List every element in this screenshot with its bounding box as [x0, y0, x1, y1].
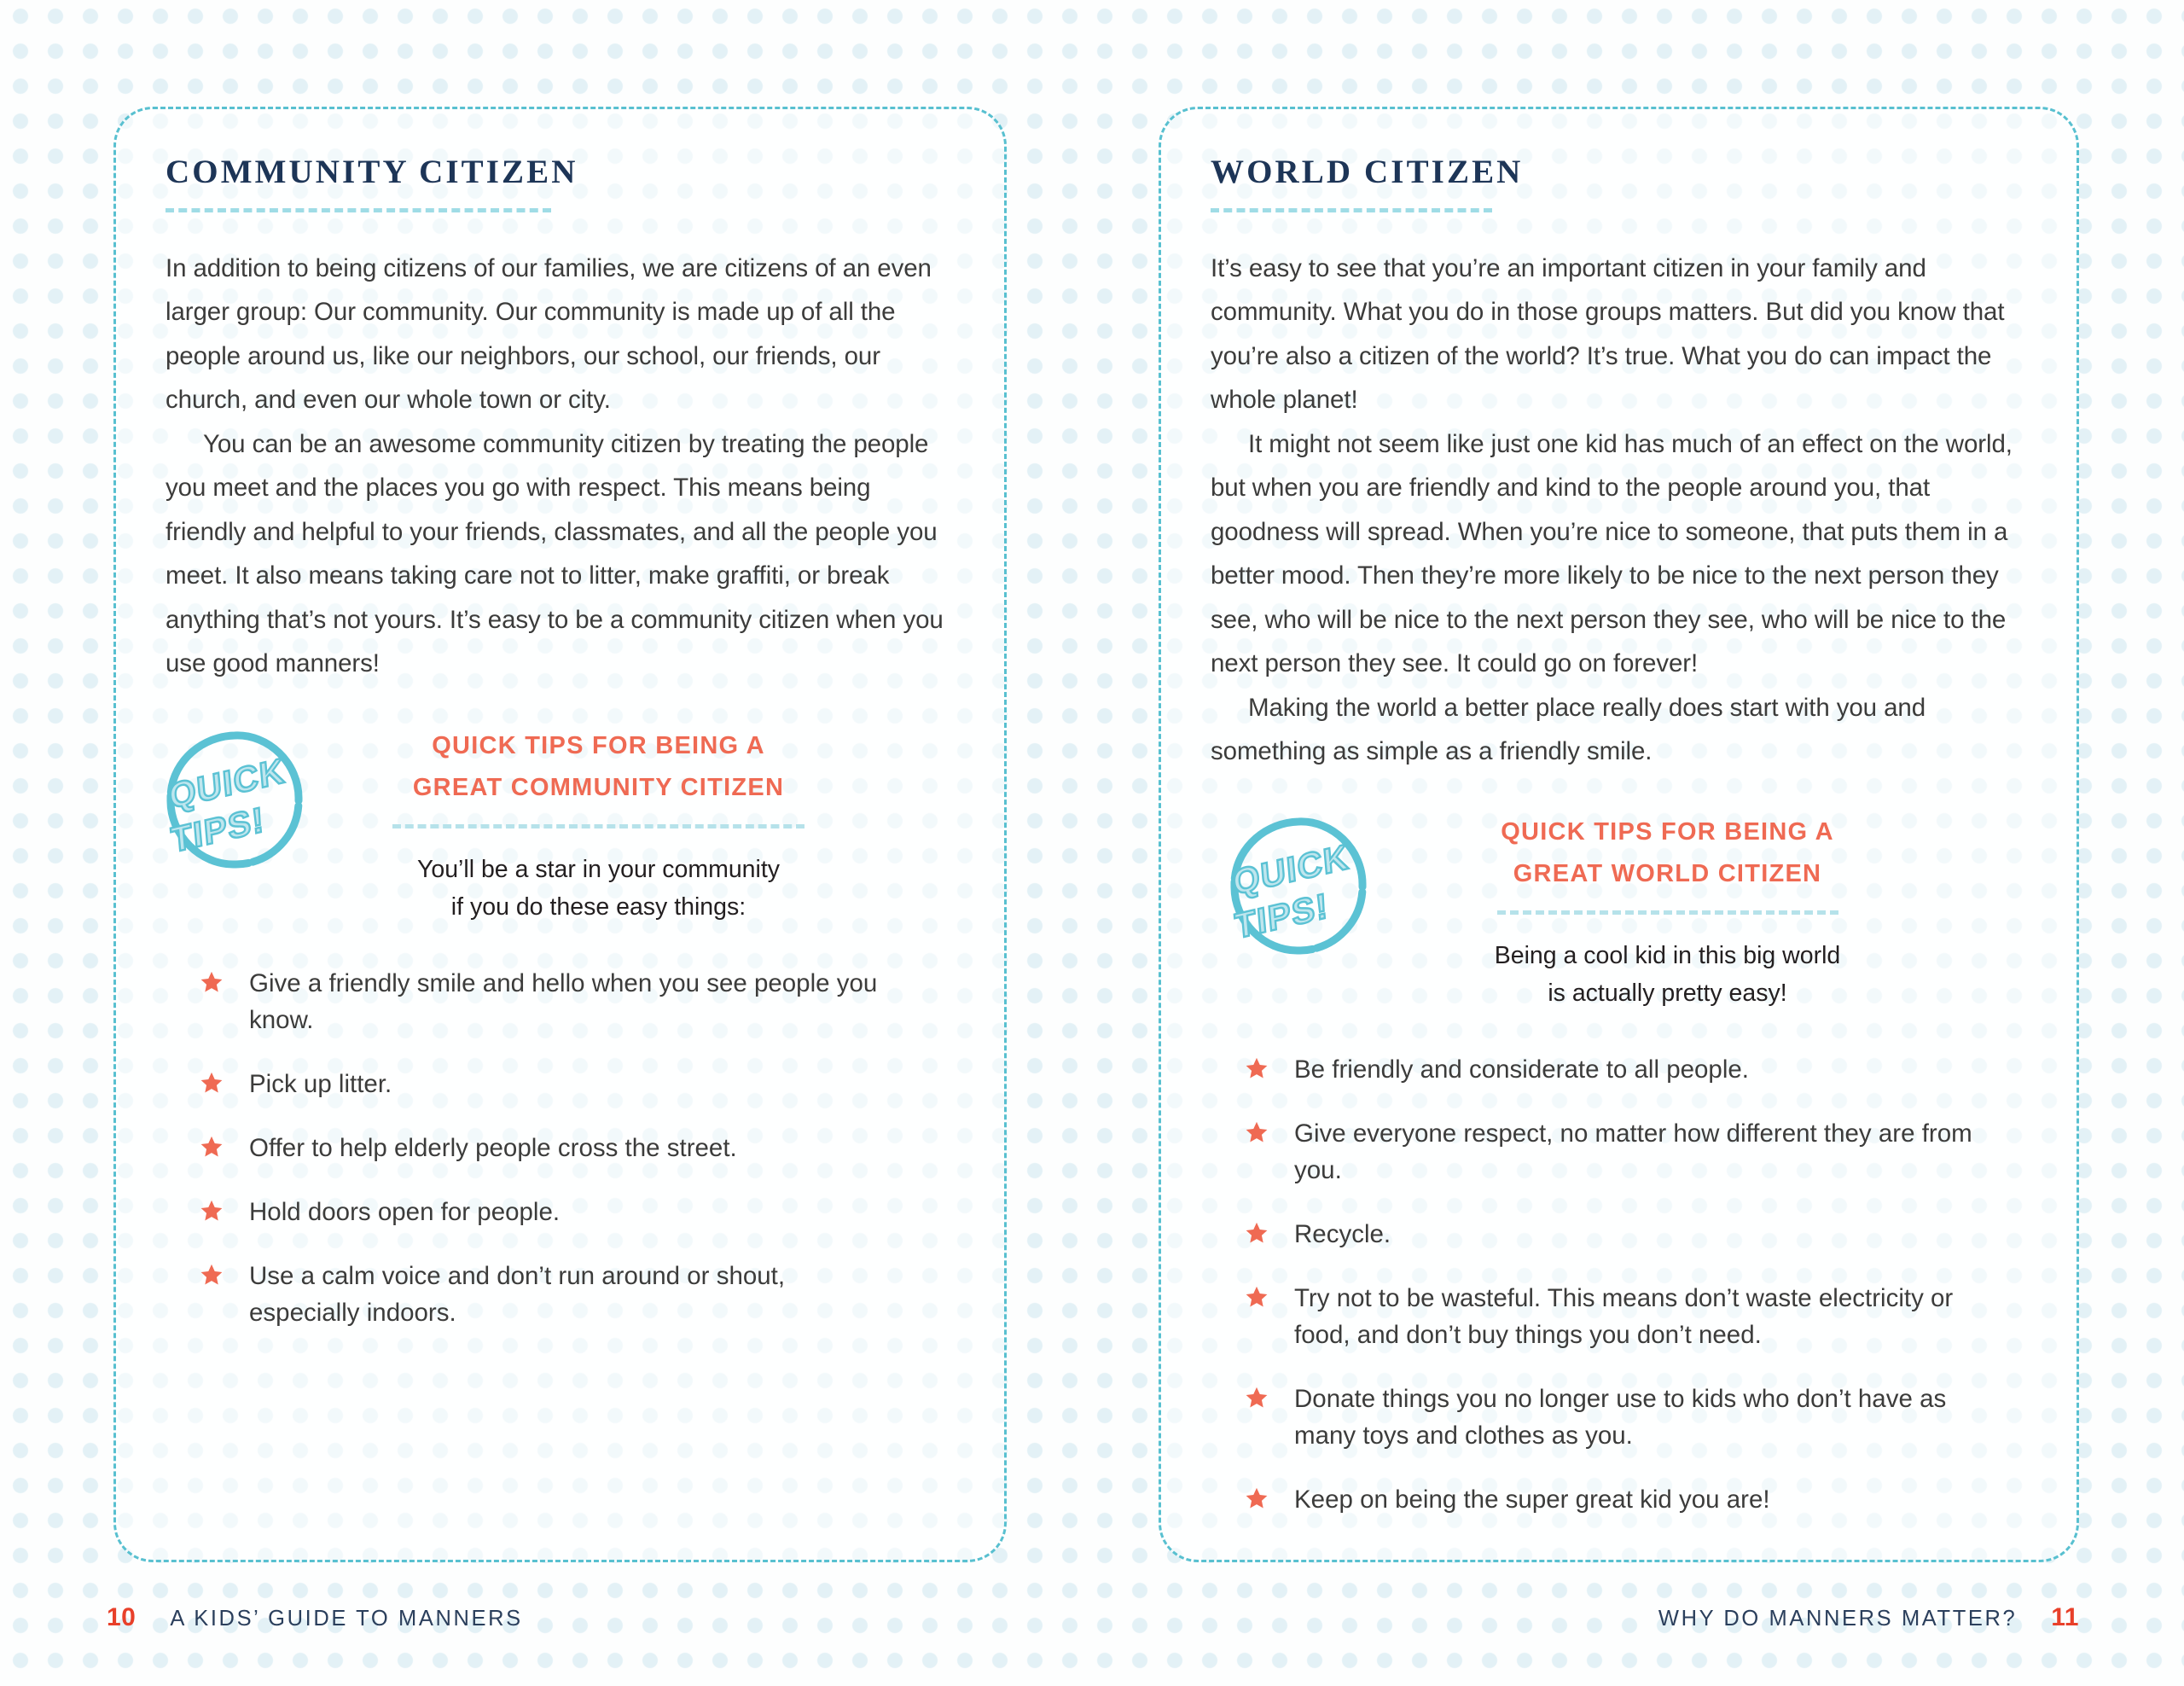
title-divider [166, 208, 551, 212]
star-icon [200, 1263, 224, 1287]
list-item-text: Give a friendly smile and hello when you see people you know. [249, 968, 878, 1034]
title-divider [1211, 208, 1492, 212]
quick-tips-text [304, 725, 955, 926]
paragraph: It might not seem like just one kid has much of an effect on the world, but when you are friendly and kind to the people around you, that goodness will spread. When you’re nice to someone, that puts them in a better mood. Then they’re more likely to be nice to the next person they see, who will be nice to the next person they see, who will be nice to the next person they see. It could go on forever! [1211, 429, 2013, 678]
right-page [1092, 0, 2184, 1686]
star-icon [1245, 1221, 1269, 1245]
star-icon [1245, 1056, 1269, 1080]
list-item-text: Donate things you no longer use to kids who don’t have as many toys and clothes as you. [1294, 1384, 1947, 1450]
paragraph: You can be an awesome community citizen by treating the people you meet and the places you go with respect. This means being friendly and helpful to your friends, classmates, and all the people you meet. It also means taking care not to litter, make graffiti, or break anything that’s not yours. It’s easy to be a community citizen when you use good manners! [166, 429, 944, 678]
paragraph: It’s easy to see that you’re an important citizen in your family and community. What you do in those groups matters. But did you know that you’re also a citizen of the world? It’s true. What you do can impact the whole planet! [1211, 253, 2005, 415]
list-item [200, 965, 900, 1038]
list-item [200, 1130, 900, 1166]
quick-tips-intro [1409, 937, 1926, 1012]
list-item [1245, 1051, 1981, 1088]
star-icon [1245, 1486, 1269, 1510]
quick-tips-block [1211, 811, 2027, 1012]
list-item [1245, 1481, 1981, 1518]
quick-tips-block [166, 725, 955, 926]
right-content-panel [1159, 107, 2079, 1562]
list-item [1245, 1216, 1981, 1253]
quick-tips-list [200, 965, 900, 1331]
quick-tips-heading-line-1: QUICK TIPS FOR BEING A [1501, 817, 1834, 846]
quick-tips-stamp-icon [1229, 817, 1368, 955]
running-head: WHY DO MANNERS MATTER? [1658, 1607, 2018, 1631]
list-item-text: Keep on being the super great kid you are! [1294, 1485, 1770, 1514]
quick-tips-divider [392, 824, 804, 828]
star-icon [1245, 1386, 1269, 1410]
star-icon [1245, 1120, 1269, 1144]
list-item-text: Pick up litter. [249, 1069, 392, 1098]
paragraph: Making the world a better place really does start with you and something as simple as a friendly smile. [1211, 693, 1926, 766]
paragraph: In addition to being citizens of our families, we are citizens of an even larger group: Our community. Our community is made up of all the people around us, like our neighbors, our school, our friends, our church, and even our whole town or city. [166, 253, 932, 415]
list-item-text: Use a calm voice and don’t run around or shout, especially indoors. [249, 1261, 786, 1327]
star-icon [200, 1199, 224, 1223]
quick-tips-divider [1497, 910, 1838, 915]
star-icon [200, 1071, 224, 1095]
page-title: WORLD CITIZEN [1211, 154, 1524, 190]
star-icon [200, 970, 224, 994]
svg-text:QUICK: QUICK [167, 750, 288, 817]
list-item-text: Try not to be wasteful. This means don’t waste electricity or food, and don’t buy things you don’t need. [1294, 1283, 1954, 1349]
quick-tips-stamp-icon [166, 730, 304, 869]
left-body-copy [166, 247, 955, 686]
right-footer [1658, 1603, 2079, 1632]
quick-tips-heading-line-2: GREAT WORLD CITIZEN [1513, 859, 1822, 887]
left-footer [107, 1603, 523, 1632]
quick-tips-heading [1409, 811, 1926, 895]
quick-tips-heading-line-2: GREAT COMMUNITY CITIZEN [412, 773, 785, 801]
right-body-copy [1211, 247, 2027, 774]
page-number: 11 [2051, 1603, 2079, 1631]
running-head: A KIDS’ GUIDE TO MANNERS [170, 1607, 523, 1631]
list-item [200, 1258, 900, 1331]
svg-text:QUICK: QUICK [1231, 836, 1351, 903]
list-item-text: Be friendly and considerate to all people. [1294, 1055, 1749, 1084]
list-item-text: Recycle. [1294, 1219, 1391, 1248]
list-item [1245, 1280, 1981, 1353]
quick-tips-intro [338, 851, 859, 926]
quick-tips-list [1245, 1051, 1981, 1518]
list-item-text: Offer to help elderly people cross the street. [249, 1133, 737, 1162]
quick-tips-heading [338, 725, 859, 809]
page-number: 10 [107, 1603, 136, 1631]
list-item [1245, 1115, 1981, 1189]
svg-text:TIPS!: TIPS! [169, 799, 267, 860]
quick-tips-intro-line-1: You’ll be a star in your community [416, 855, 781, 883]
list-item [1245, 1381, 1981, 1454]
star-icon [1245, 1285, 1269, 1309]
list-item-text: Hold doors open for people. [249, 1197, 561, 1226]
quick-tips-intro-line-1: Being a cool kid in this big world [1494, 941, 1841, 969]
list-item [200, 1194, 900, 1230]
quick-tips-heading-line-1: QUICK TIPS FOR BEING A [432, 731, 765, 759]
list-item [200, 1066, 900, 1102]
quick-tips-intro-line-2: if you do these easy things: [450, 892, 746, 921]
quick-tips-intro-line-2: is actually pretty easy! [1548, 979, 1787, 1007]
left-content-panel [113, 107, 1007, 1562]
svg-text:TIPS!: TIPS! [1233, 885, 1331, 946]
quick-tips-text [1368, 811, 2027, 1012]
star-icon [200, 1135, 224, 1159]
list-item-text: Give everyone respect, no matter how different they are from you. [1294, 1119, 1972, 1184]
page-title: COMMUNITY CITIZEN [166, 154, 578, 190]
